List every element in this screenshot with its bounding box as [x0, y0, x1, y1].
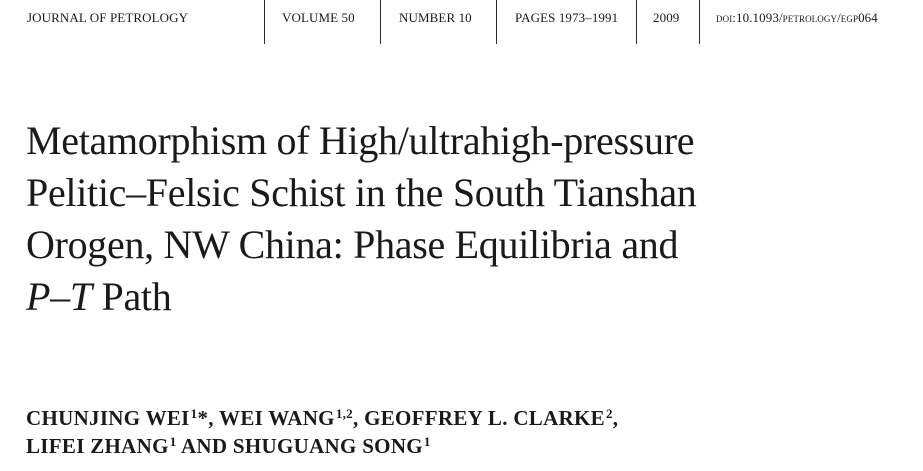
en-dash: –: [50, 274, 70, 319]
author-name: WEI WANG: [219, 406, 335, 430]
header-divider: [636, 0, 637, 44]
author-separator: ,: [612, 406, 619, 430]
issue-number-label: NUMBER 10: [399, 10, 472, 25]
author-name: GEOFFREY L. CLARKE: [364, 406, 605, 430]
title-line: Metamorphism of High/ultrahigh-pressure: [26, 118, 695, 163]
author-separator: ,: [352, 406, 365, 430]
title-line: Pelitic–Felsic Schist in the South Tianshan: [26, 170, 697, 215]
author-name: CHUNJING WEI: [26, 406, 190, 430]
affiliation-mark: 2: [605, 406, 613, 421]
author-conjunction: AND: [176, 434, 233, 458]
temperature-symbol: T: [69, 274, 92, 319]
title-path-word: Path: [91, 274, 172, 319]
header-divider: [380, 0, 381, 44]
header-divider: [496, 0, 497, 44]
title-line: Orogen, NW China: Phase Equilibria and: [26, 222, 679, 267]
affiliation-mark: 1: [190, 406, 198, 421]
year-label: 2009: [653, 10, 680, 25]
corresponding-author-mark: *: [197, 406, 209, 430]
journal-name: JOURNAL OF PETROLOGY: [27, 10, 189, 25]
author-name: SHUGUANG SONG: [232, 434, 423, 458]
header-divider: [699, 0, 700, 44]
author-name: LIFEI ZHANG: [26, 434, 169, 458]
affiliation-mark: 1: [423, 434, 431, 449]
journal-header: [0, 0, 923, 44]
author-list: [26, 404, 906, 460]
volume-label: VOLUME 50: [282, 10, 355, 25]
affiliation-mark: 1: [169, 434, 177, 449]
title-line: [26, 271, 906, 323]
article-title: [26, 115, 906, 323]
author-separator: ,: [208, 406, 220, 430]
affiliation-mark: 1,2: [335, 406, 353, 421]
header-divider: [264, 0, 265, 44]
doi-link[interactable]: doi:10.1093/petrology/egp064: [716, 10, 878, 25]
author-line: [26, 432, 906, 460]
pages-label: PAGES 1973–1991: [515, 10, 619, 25]
pressure-symbol: P: [26, 274, 51, 319]
author-line: [26, 404, 906, 432]
